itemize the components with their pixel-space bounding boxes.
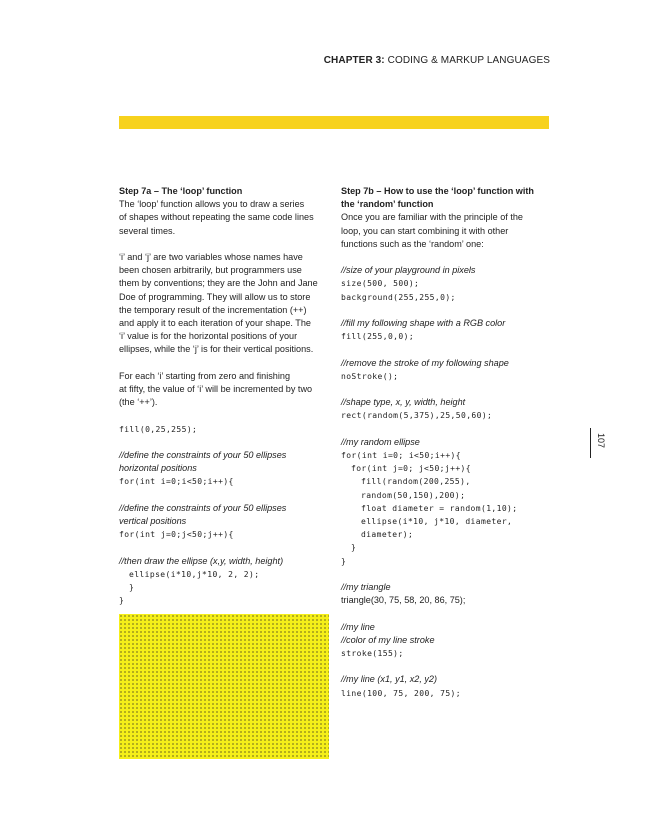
code-line: fill(255,0,0); bbox=[341, 332, 415, 342]
step7b-heading: the ‘random’ function bbox=[341, 199, 434, 210]
code-line: size(500, 500); bbox=[341, 279, 420, 289]
paragraph-line: loop, you can start combining it with other bbox=[341, 225, 509, 236]
code-line: float diameter = random(1,10); bbox=[361, 503, 518, 513]
code-line: } bbox=[129, 583, 135, 592]
code-line: diameter); bbox=[361, 530, 414, 540]
paragraph-line: ‘i’ value is for the horizontal positions of your bbox=[119, 331, 298, 342]
code-line: for(int j=0; j<50;j++){ bbox=[351, 464, 471, 474]
page-number: 107 bbox=[596, 433, 606, 449]
paragraph-line: ‘i’ and ‘j’ are two variables whose names have bbox=[119, 252, 303, 262]
paragraph-line: at fifty, the value of ‘i’ will be incremented by two bbox=[119, 384, 313, 395]
paragraph-line: the temporary result of the incrementation (++) bbox=[119, 304, 307, 315]
step7b-heading: Step 7b – How to use the ‘loop’ function with bbox=[341, 186, 534, 196]
code-comment: //color of my line stroke bbox=[341, 634, 435, 645]
code-comment: //define the constraints of your 50 ellipses bbox=[119, 502, 287, 513]
code-comment: //remove the stroke of my following shape bbox=[341, 357, 509, 368]
code-line: } bbox=[341, 556, 347, 566]
code-comment: //my triangle bbox=[341, 582, 391, 592]
chapter-label: CHAPTER 3: bbox=[323, 55, 385, 66]
code-line: for(int i=0; i<50;i++){ bbox=[341, 450, 461, 460]
right-column bbox=[341, 185, 556, 700]
code-line: background(255,255,0); bbox=[341, 292, 456, 302]
code-line: rect(random(5,375),25,50,60); bbox=[341, 411, 493, 421]
code-comment: vertical positions bbox=[119, 516, 187, 526]
paragraph-line: (the ‘++’). bbox=[119, 397, 158, 408]
paragraph-line: them by conventions; they are the John and Jane bbox=[119, 278, 318, 289]
code-line: fill(random(200,255), bbox=[361, 477, 471, 487]
paragraph-line: of shapes without repeating the same code lines bbox=[119, 212, 314, 223]
code-line: ellipse(i*10,j*10, 2, 2); bbox=[129, 569, 260, 579]
code-line: ellipse(i*10, j*10, diameter, bbox=[361, 517, 513, 526]
paragraph-line: For each ‘i’ starting from zero and finishing bbox=[119, 370, 291, 381]
code-line: line(100, 75, 200, 75); bbox=[341, 688, 461, 698]
code-comment: //my line bbox=[341, 621, 375, 632]
code-comment: //define the constraints of your 50 ellipses bbox=[119, 450, 287, 460]
paragraph-line: been chosen arbitrarily, but programmers use bbox=[119, 265, 302, 276]
code-comment: //my random ellipse bbox=[341, 436, 420, 447]
code-line: for(int i=0;i<50;i++){ bbox=[119, 477, 234, 487]
code-comment: horizontal positions bbox=[119, 463, 197, 474]
paragraph-line: The ‘loop’ function allows you to draw a series bbox=[119, 199, 305, 210]
code-line: } bbox=[119, 596, 125, 606]
paragraph-line: Doe of programming. They will allow us to store bbox=[119, 291, 311, 302]
yellow-band bbox=[119, 116, 549, 129]
paragraph-line: Once you are familiar with the principle of the bbox=[341, 212, 523, 223]
chapter-title: CODING & MARKUP LANGUAGES bbox=[387, 55, 550, 66]
code-comment: //fill my following shape with a RGB color bbox=[341, 318, 506, 328]
code-comment: //then draw the ellipse (x,y, width, height) bbox=[119, 555, 284, 566]
code-line: fill(0,25,255); bbox=[119, 424, 198, 434]
paragraph-line: functions such as the ‘random’ one: bbox=[341, 238, 484, 249]
dot-grid-illustration bbox=[119, 614, 329, 759]
page-number-rule bbox=[590, 428, 591, 458]
code-comment: //shape type, x, y, width, height bbox=[341, 397, 466, 408]
code-line: } bbox=[351, 543, 357, 553]
code-comment: //size of your playground in pixels bbox=[341, 265, 476, 276]
step7a-heading: Step 7a – The ‘loop’ function bbox=[119, 186, 243, 196]
paragraph-line: and apply it to each iteration of your shape. The bbox=[119, 318, 311, 329]
code-line: for(int j=0;j<50;j++){ bbox=[119, 530, 234, 540]
paragraph-line: several times. bbox=[119, 225, 176, 236]
left-column bbox=[119, 185, 331, 607]
code-line: stroke(155); bbox=[341, 649, 404, 658]
code-line: triangle(30, 75, 58, 20, 86, 75); bbox=[341, 595, 466, 606]
paragraph-line: ellipses, while the ‘j’ is for their vertical positions. bbox=[119, 344, 314, 355]
code-line: noStroke(); bbox=[341, 371, 399, 381]
code-line: random(50,150),200); bbox=[361, 490, 466, 500]
chapter-header bbox=[324, 55, 550, 66]
code-comment: //my line (x1, y1, x2, y2) bbox=[341, 674, 438, 685]
